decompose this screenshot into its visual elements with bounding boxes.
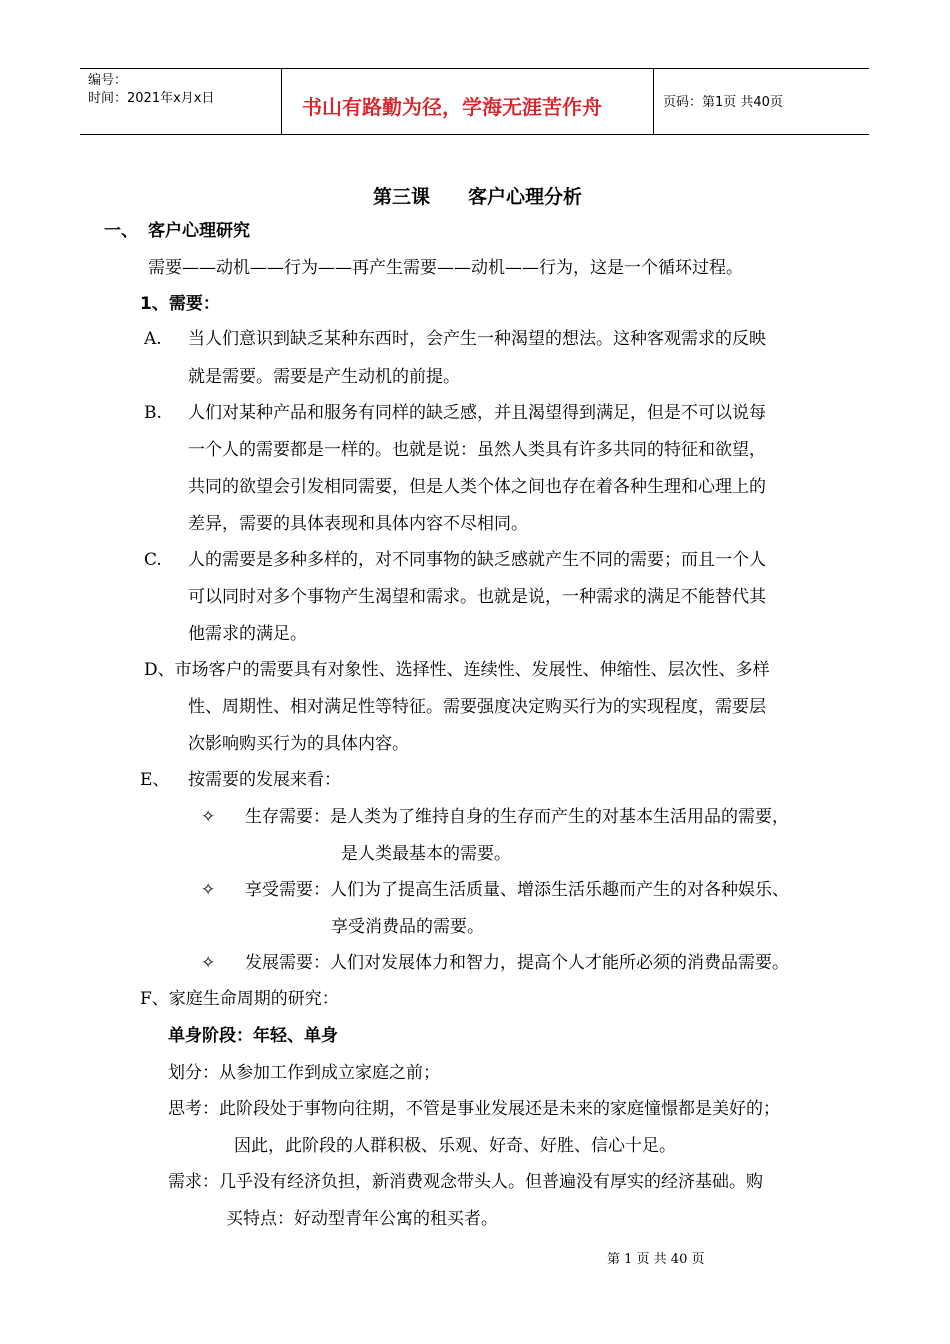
stage-division: 划分：从参加工作到成立家庭之前； [168, 1063, 440, 1083]
item-e-marker: E、 [140, 770, 170, 790]
need-survival-line2: 是人类最基本的需要。 [341, 844, 511, 864]
header-number-label: 编号： [88, 73, 128, 88]
item-f-text: F、家庭生命周期的研究： [140, 989, 339, 1009]
bullet-diamond-icon: ✧ [201, 807, 216, 827]
header-time-label: 时间：2021年x月x日 [88, 91, 215, 106]
item-b-line4: 差异，需要的具体表现和具体内容不尽相同。 [188, 514, 528, 534]
item-a-line2: 就是需要。需要是产生动机的前提。 [188, 367, 460, 387]
section-number: 一、 [104, 221, 138, 241]
need-enjoy-line2: 享受消费品的需要。 [331, 917, 484, 937]
item-d-line3: 次影响购买行为的具体内容。 [188, 734, 409, 754]
header-motto: 书山有路勤为径，学海无涯苦作舟 [302, 95, 602, 119]
header-table [80, 68, 869, 135]
stage-need-line2: 买特点：好动型青年公寓的租买者。 [226, 1209, 498, 1229]
stage-think-line2: 因此，此阶段的人群积极、乐观、好奇、好胜、信心十足。 [234, 1136, 676, 1156]
header-divider-left [281, 69, 282, 134]
item-b-line2: 一个人的需要都是一样的。也就是说：虽然人类具有许多共同的特征和欲望， [188, 440, 766, 460]
header-divider-right [653, 69, 654, 134]
intro-paragraph: 需要——动机——行为——再产生需要——动机——行为，这是一个循环过程。 [148, 258, 743, 278]
item-b-line1: 人们对某种产品和服务有同样的缺乏感，并且渴望得到满足，但是不可以说每 [188, 403, 766, 423]
stage-heading: 单身阶段：年轻、单身 [168, 1026, 338, 1046]
page-title: 第三课 客户心理分析 [373, 186, 583, 208]
bullet-diamond-icon: ✧ [201, 880, 216, 900]
item-c-line1: 人的需要是多种多样的，对不同事物的缺乏感就产生不同的需要；而且一个人 [188, 550, 766, 570]
item-c-line3: 他需求的满足。 [188, 624, 307, 644]
item-d-line1: D、市场客户的需要具有对象性、选择性、连续性、发展性、伸缩性、层次性、多样 [144, 660, 770, 680]
item-d-line2: 性、周期性、相对满足性等特征。需要强度决定购买行为的实现程度，需要层 [188, 697, 766, 717]
section-title: 客户心理研究 [148, 221, 250, 241]
item-c-line2: 可以同时对多个事物产生渴望和需求。也就是说，一种需求的满足不能替代其 [188, 587, 766, 607]
page-footer: 第 1 页 共 40 页 [607, 1252, 705, 1267]
item-a-marker: A. [144, 329, 162, 349]
item-c-marker: C. [144, 550, 162, 570]
subsection-heading: 1、需要： [140, 294, 220, 314]
need-survival-line1: 生存需要：是人类为了维持自身的生存而产生的对基本生活用品的需要， [245, 807, 789, 827]
need-develop-line1: 发展需要：人们对发展体力和智力，提高个人才能所必须的消费品需要。 [245, 953, 789, 973]
item-b-marker: B. [144, 403, 162, 423]
bullet-diamond-icon: ✧ [201, 953, 216, 973]
item-e-text: 按需要的发展来看： [188, 770, 341, 790]
stage-think-line1: 思考：此阶段处于事物向往期，不管是事业发展还是未来的家庭憧憬都是美好的； [168, 1099, 780, 1119]
item-a-line1: 当人们意识到缺乏某种东西时，会产生一种渴望的想法。这种客观需求的反映 [188, 329, 766, 349]
item-b-line3: 共同的欲望会引发相同需要，但是人类个体之间也存在着各种生理和心理上的 [188, 477, 766, 497]
need-enjoy-line1: 享受需要：人们为了提高生活质量、增添生活乐趣而产生的对各种娱乐、 [245, 880, 789, 900]
header-page-info: 页码：第1页 共40页 [663, 95, 783, 110]
stage-need-line1: 需求：几乎没有经济负担，新消费观念带头人。但普遍没有厚实的经济基础。购 [168, 1172, 763, 1192]
